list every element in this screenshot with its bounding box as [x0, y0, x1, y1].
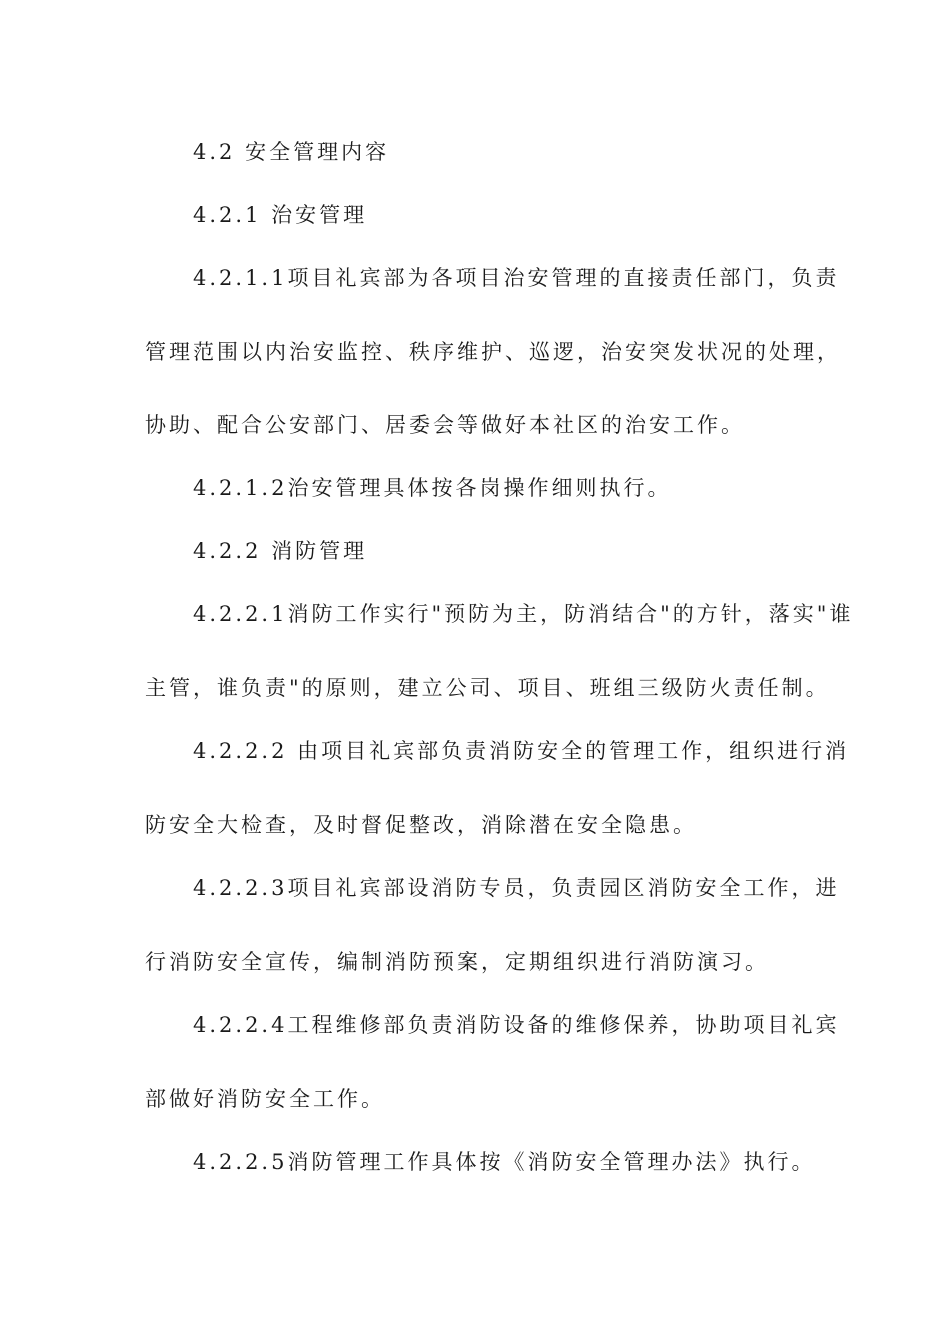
paragraph-4-2-2-2-line-2: 防安全大检查，及时督促整改，消除潜在安全隐患。 — [145, 813, 697, 837]
paragraph-4-2-2-3-line-1: 4.2.2.3项目礼宾部设消防专员，负责园区消防安全工作，进 — [193, 876, 840, 900]
paragraph-4-2-2-5: 4.2.2.5消防管理工作具体按《消防安全管理办法》执行。 — [193, 1150, 816, 1174]
paragraph-4-2-2-3-line-2: 行消防安全宣传，编制消防预案，定期组织进行消防演习。 — [145, 950, 769, 974]
section-heading-4-2-2: 4.2.2 消防管理 — [193, 539, 368, 563]
paragraph-4-2-2-4-line-2: 部做好消防安全工作。 — [145, 1087, 385, 1111]
paragraph-4-2-2-1-line-2: 主管，谁负责"的原则，建立公司、项目、班组三级防火责任制。 — [145, 676, 830, 700]
section-heading-4-2: 4.2 安全管理内容 — [193, 140, 390, 164]
paragraph-4-2-2-4-line-1: 4.2.2.4工程维修部负责消防设备的维修保养，协助项目礼宾 — [193, 1013, 840, 1037]
paragraph-4-2-2-1-line-1: 4.2.2.1消防工作实行"预防为主，防消结合"的方针，落实"谁 — [193, 602, 854, 626]
paragraph-4-2-1-1-line-3: 协助、配合公安部门、居委会等做好本社区的治安工作。 — [145, 413, 745, 437]
paragraph-4-2-1-2: 4.2.1.2治安管理具体按各岗操作细则执行。 — [193, 476, 672, 500]
paragraph-4-2-2-2-line-1: 4.2.2.2 由项目礼宾部负责消防安全的管理工作，组织进行消 — [193, 739, 850, 763]
section-heading-4-2-1: 4.2.1 治安管理 — [193, 203, 368, 227]
paragraph-4-2-1-1-line-2: 管理范围以内治安监控、秩序维护、巡逻，治安突发状况的处理， — [145, 340, 841, 364]
paragraph-4-2-1-1-line-1: 4.2.1.1项目礼宾部为各项目治安管理的直接责任部门，负责 — [193, 266, 840, 290]
